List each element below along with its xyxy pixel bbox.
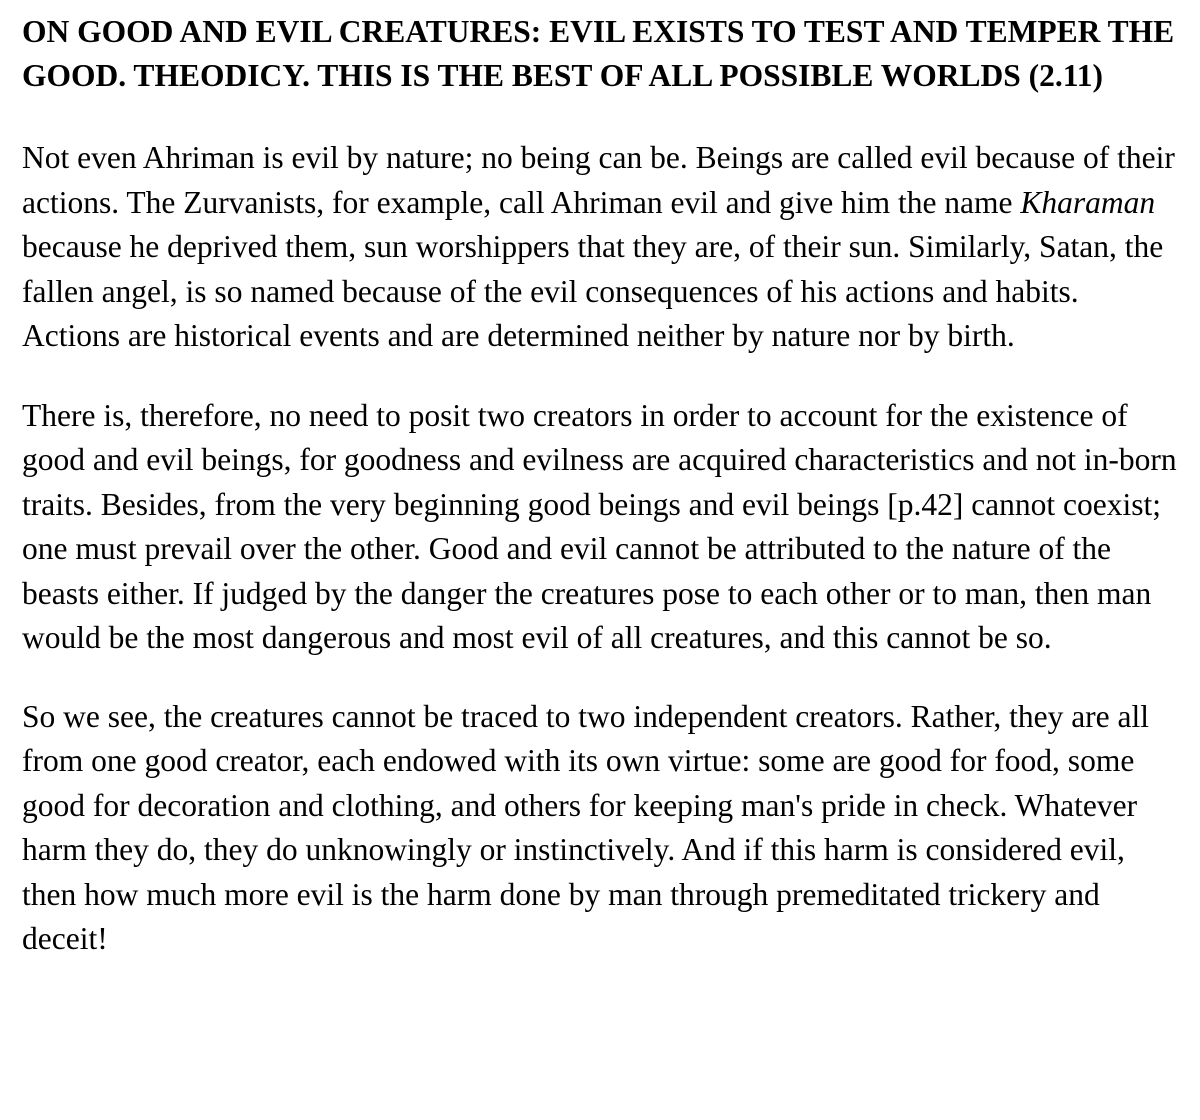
italic-term-kharaman: Kharaman: [1020, 184, 1156, 220]
paragraph-1: [22, 136, 1180, 359]
paragraph-2: There is, therefore, no need to posit two creators in order to account for the existence of good and evil beings, for goodness and evilness are acquired characteristics and not in-born traits. Besides, from the very beginning good beings and evil beings [p.42] cannot coexist; one must prevail over the other. Good and evil cannot be attributed to the nature of the beasts either. If judged by the danger the creatures pose to each other or to man, then man would be the most dangerous and most evil of all creatures, and this cannot be so.: [22, 397, 1177, 655]
paragraph-3: So we see, the creatures cannot be traced to two independent creators. Rather, they are all from one good creator, each endowed with its own virtue: some are good for food, some good for decoration and clothing, and others for keeping man's pride in check. Whatever harm they do, they do unknowingly or instinctively. And if this harm is considered evil, then how much more evil is the harm done by man through premeditated trickery and deceit!: [22, 698, 1150, 956]
paragraph-1-text-end: because he deprived them, sun worshippers that they are, of their sun. Similarly, Satan, the fallen angel, is so named because of the evil consequences of his actions and habits. Actions are historical events and are determined neither by nature nor by birth.: [22, 229, 1164, 353]
section-heading: ON GOOD AND EVIL CREATURES: EVIL EXISTS TO TEST AND TEMPER THE GOOD. THEODICY. THIS IS THE BEST OF ALL POSSIBLE WORLDS (2.11): [22, 14, 1175, 93]
paragraph-1-text-start: Not even Ahriman is evil by nature; no being can be. Beings are called evil because of their actions. The Zurvanists, for example, call Ahriman evil and give him the name: [22, 140, 1175, 220]
